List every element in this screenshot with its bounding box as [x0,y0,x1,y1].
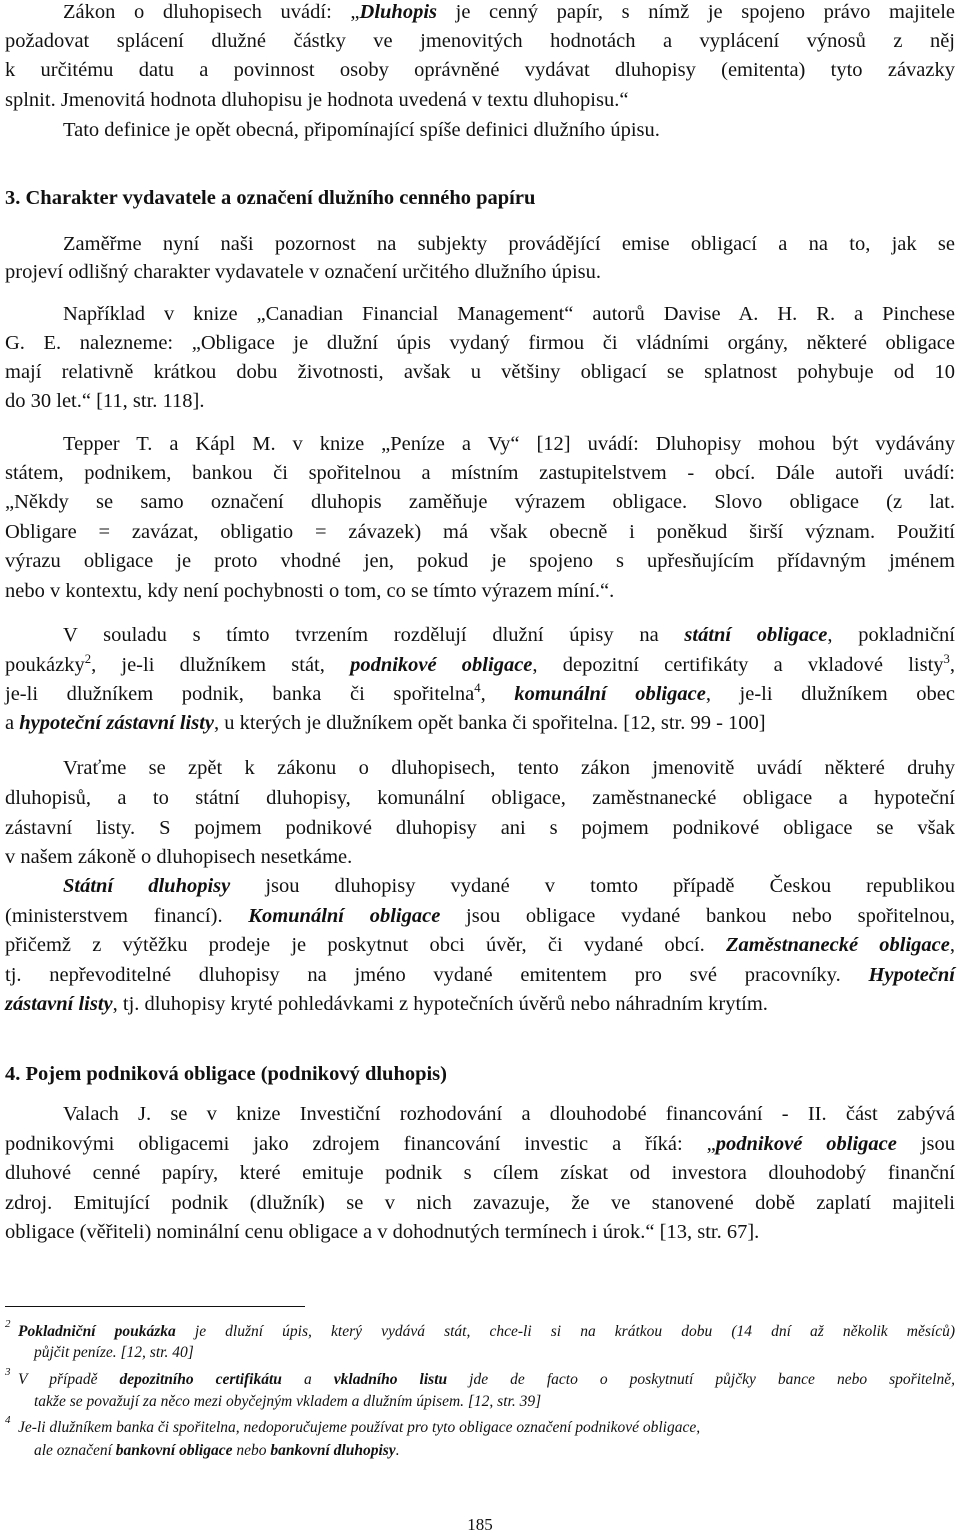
footnote-divider [5,1306,305,1307]
text-line: mají relativně krátkou dobu životnosti, avšak u většiny obligací se splatnost pohybuje od 10 [5,361,955,383]
text-line: Valach J. se v knize Investiční rozhodování a dlouhodobé financování - II. část zabývá [63,1103,955,1125]
text-line: V souladu s tímto tvrzením rozdělují dlužní úpisy na státní obligace, pokladniční [63,624,955,646]
text-line: projeví odlišný charakter vydavatele v označení určitého dlužního úpisu. [5,261,602,283]
footnote-line: takže se považují za něco mezi obyčejným vkladem a dlužním úpisem. [12, str. 39] [34,1393,542,1410]
text-line: podnikovými obligacemi jako zdrojem financování investic a říká: „podnikové obligace jsou [5,1133,955,1155]
text-line: zdroj. Emitující podnik (dlužník) se v nich zavazuje, že ve stanovené době zaplatí majiteli [5,1192,955,1214]
text-line: Vraťme se zpět k zákonu o dluhopisech, tento zákon jmenovitě uvádí některé druhy [63,757,955,779]
text-line: poukázky$^2$, je-li dlužníkem stát, podnikové obligace, depozitní certifikáty a vkladové listy$^3$, [5,652,956,676]
text-line: Zaměřme nyní naši pozornost na subjekty provádějící emise obligací a na to, jak se [63,233,955,255]
text-line: výrazu obligace je proto vhodné jen, pokud je spojeno s upřesňujícím přídavným jménem [5,550,955,572]
text-line: G. E. nalezneme: „Obligace je dlužní úpis vydaný firmou či vládními orgány, některé obligace [5,332,955,354]
footnote-line: půjčit peníze. [12, str. 40] [34,1344,194,1361]
footnote-line: Pokladniční poukázka je dlužní úpis, který vydává stát, chce-li si na krátkou dobu (14 dní až několik měsíců) [18,1323,956,1340]
text-line: státem, podnikem, bankou či spořitelnou a místním zastupitelstvem - obcí. Dále autoři uvádí: [5,462,955,484]
text-line: do 30 let.“ [11, str. 118]. [5,390,205,412]
text-line: v našem zákoně o dluhopisech nesetkáme. [5,846,353,868]
text-line: k určitému datu a povinnost osoby oprávněné vydávat dluhopisy (emitenta) tyto závazky [5,59,955,81]
text-line: Například v knize „Canadian Financial Management“ autorů Davise A. H. R. a Pinchese [63,303,955,325]
text-line: nebo v kontextu, kdy není pochybnosti o tom, co se tímto výrazem míní.“. [5,580,615,602]
footnote-line: V případě depozitního certifikátu a vkladního listu jde de facto o poskytnutí půjčky bance nebo spořitelně, [18,1371,955,1388]
text-line: „Někdy se samo označení dluhopis zaměňuje výrazem obligace. Slovo obligace (z lat. [5,491,955,513]
text-line: Obligare = zavázat, obligatio = závazek) má však obecně i poněkud širší význam. Použití [5,521,955,543]
footnote-line: ale označení bankovní obligace nebo bankovní dluhopisy. [34,1442,400,1459]
page-number: 185 [467,1515,493,1534]
section-heading: 4. Pojem podniková obligace (podnikový dluhopis) [5,1063,447,1085]
footnote-number: 4 [5,1414,11,1426]
text-line: a hypoteční zástavní listy, u kterých je dlužníkem opět banka či spořitelna. [12, str. 99 - 100] [5,712,766,734]
footnote-ref: 2 [84,652,92,667]
text-line: (ministerstvem financí). Komunální obligace jsou obligace vydané bankou nebo spořitelnou, [5,905,955,927]
text-line: je-li dlužníkem podnik, banka či spořitelna$^4$, komunální obligace, je-li dlužníkem obec [5,681,955,705]
text-line: dluhové cenné papíry, které emituje podnik s cílem získat od investora dlouhodobý finanční [5,1162,955,1184]
footnote-number: 3 [5,1366,11,1378]
text-line: dluhopisů, a to státní dluhopisy, komunální obligace, zaměstnanecké obligace a hypoteční [5,787,955,809]
text-line: splnit. Jmenovitá hodnota dluhopisu je hodnota uvedená v textu dluhopisu.“ [5,89,629,111]
text-line: Zákon o dluhopisech uvádí: „Dluhopis je cenný papír, s nímž je spojeno právo majitele [63,1,955,23]
footnote-line: Je-li dlužníkem banka či spořitelna, nedoporučujeme používat pro tyto obligace označení podnikové obligace, [18,1419,701,1436]
text-line: požadovat splácení dlužné částky ve jmenovitých hodnotách a vyplácení výnosů z něj [5,30,955,52]
text-line: obligace (věřiteli) nominální cenu obligace a v dohodnutých termínech i úrok.“ [13, str. 67]. [5,1221,760,1243]
section-heading: 3. Charakter vydavatele a označení dlužního cenného papíru [5,187,536,209]
footnote-ref: 4 [474,681,481,696]
text-line: Státní dluhopisy jsou dluhopisy vydané v tomto případě Českou republikou [63,875,955,897]
text-line: Tato definice je opět obecná, připomínající spíše definici dlužního úpisu. [63,119,660,141]
text-line: zástavní listy. S pojmem podnikové dluhopisy ani s pojmem podnikové obligace se však [5,817,955,839]
footnote-number: 2 [5,1318,11,1330]
text-line: Tepper T. a Kápl M. v knize „Peníze a Vy“ [12] uvádí: Dluhopisy mohou být vydávány [63,433,955,455]
text-line: tj. nepřevoditelné dluhopisy na jméno vydané emitentem pro své pracovníky. Hypoteční [5,964,955,986]
footnote-ref: 3 [943,652,950,667]
text-line: přičemž z výtěžku prodeje je poskytnut obci úvěr, či vydané obcí. Zaměstnanecké obligace, [5,934,955,956]
text-line: zástavní listy, tj. dluhopisy kryté pohledávkami z hypotečních úvěrů nebo náhradním krytím. [5,993,768,1015]
